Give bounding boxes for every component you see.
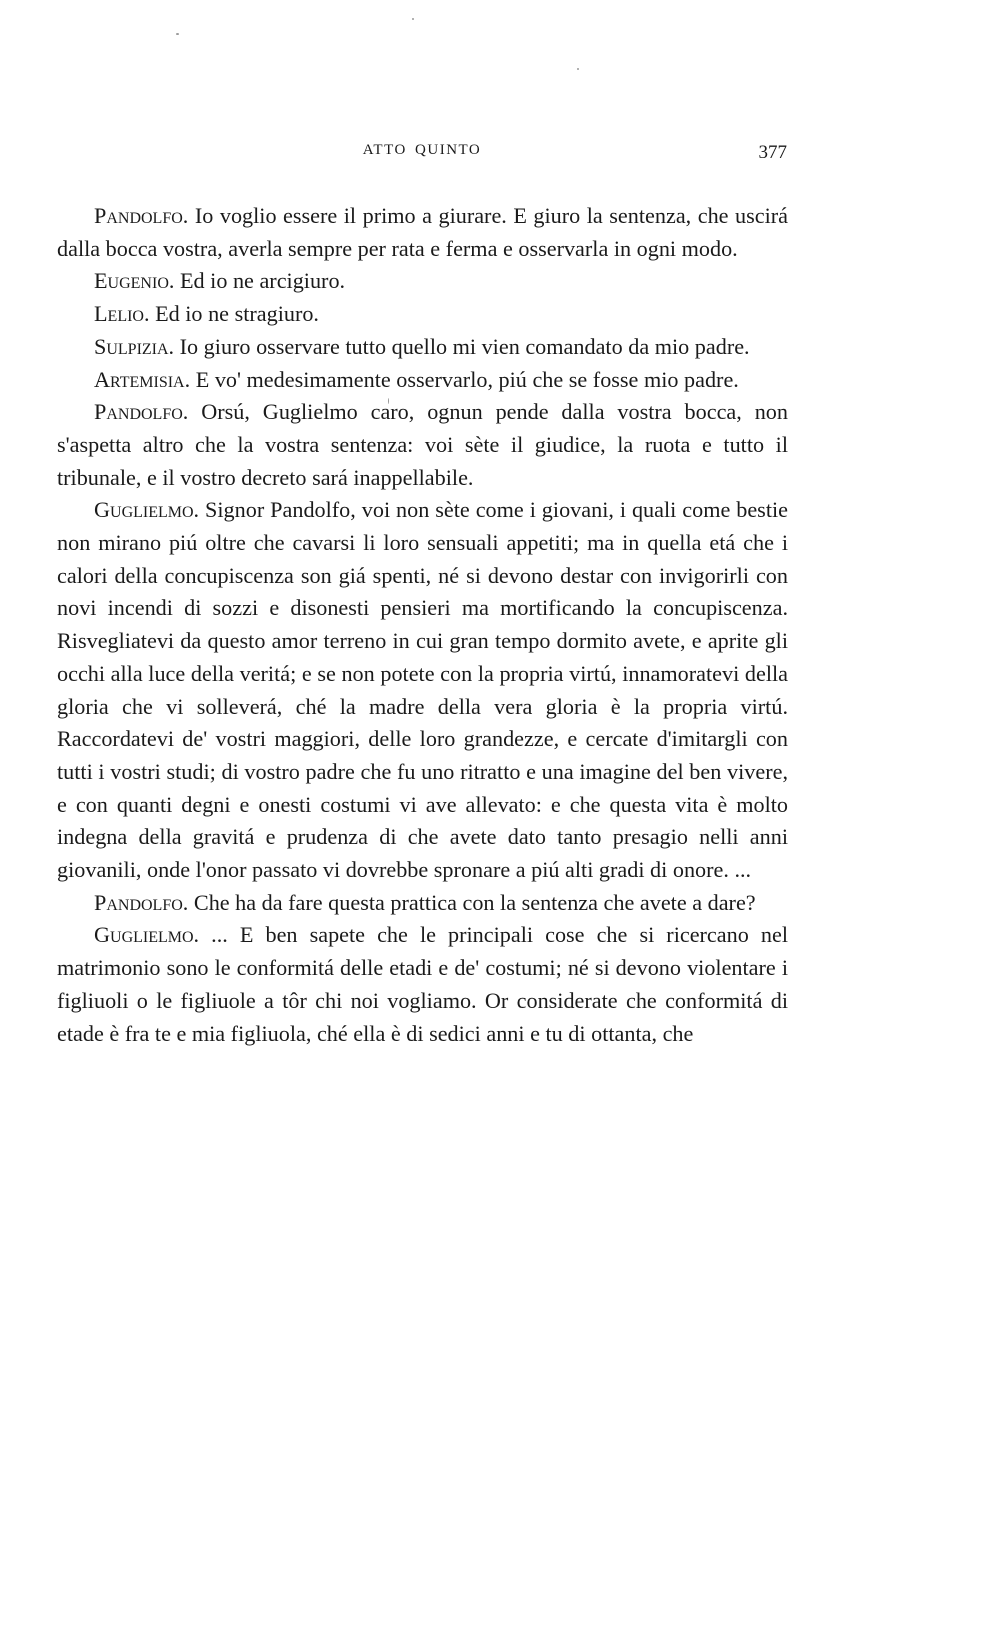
page-header [57, 138, 787, 178]
speaker-name: Pandolfo. [94, 203, 189, 228]
speaker-name: Eugenio. [94, 268, 175, 294]
dialogue-line: Ed io ne arcigiuro. [174, 268, 346, 294]
dialogue-line: ... E ben sapete che le principali cose che si ricercano nel matrimonio sono le conformitá delle etadi e de' costumi; né si devono violentare i figliuoli o le figliuole a tôr chi noi vogliamo. Or considerate che conformitá di etade è fra te e mia figliuola, ché ella è di sedici anni e tu di ottanta, che [57, 922, 788, 1046]
play-text [57, 200, 788, 1050]
dialogue-line: Orsú, Guglielmo caro, ognun pende dalla vostra bocca, non s'aspetta altro che la vostra sentenza: voi sète il giudice, la ruota e tutto il tribunale, e il vostro decreto sará inappellabile. [57, 399, 788, 490]
dialogue-line: Signor Pandolfo, voi non sète come i giovani, i quali come bestie non mirano piú oltre che cavarsi li loro sensuali appetiti; ma in quella etá che i calori della concupiscenza son giá spenti, né si devono destar con invigorirli con novi incendi di sozzi e disonesti pensieri ma mortificando la concupiscenza. Risvegliatevi da questo amor terreno in cui gran tempo dormito avete, e aprite gli occhi alla luce della veritá; e se non potete con la propria virtú, innamoratevi della gloria che vi solleverá, ché la madre della vera gloria è la propria virtú. Raccordatevi de' vostri maggiori, delle loro grandezze, e cercate d'imitargli con tutti i vostri studi; di vostro padre che fu uno ritratto e una imagine del ben vivere, e con quanti degni e onesti costumi vi ave allevato: e che questa vita è molto indegna della gravitá e prudenza di che avete dato tanto presagio nelli anni giovanili, onde l'onor passato vi dovrebbe spronare a piú alti gradi di onore. ... [57, 497, 788, 883]
dialogue-paragraph [57, 494, 788, 886]
speaker-name: Guglielmo. [94, 497, 200, 523]
dialogue-paragraph [57, 331, 788, 364]
dialogue-line: Che ha da fare questa prattica con la sentenza che avete a dare? [188, 889, 756, 915]
dialogue-paragraph [57, 919, 788, 1050]
dialogue-paragraph [57, 265, 788, 298]
page-number: 377 [758, 142, 787, 163]
scan-speck [176, 33, 179, 35]
dialogue-line: E vo' medesimamente osservarlo, piú che se fosse mio padre. [190, 366, 739, 392]
dialogue-line: Ed io ne stragiuro. [149, 301, 319, 327]
speaker-name: Lelio. [94, 301, 150, 327]
dialogue-paragraph [57, 887, 788, 920]
running-title: ATTO QUINTO [362, 142, 482, 158]
dialogue-paragraph [57, 396, 788, 494]
dialogue-paragraph [57, 364, 788, 397]
dialogue-paragraph [57, 298, 788, 331]
dialogue-paragraph [57, 200, 788, 265]
speaker-name: Artemisia. [94, 366, 191, 392]
speaker-name: Pandolfo. [94, 399, 189, 425]
scan-speck [412, 18, 414, 20]
scan-speck [577, 68, 579, 70]
dialogue-line: Io voglio essere il primo a giurare. E giuro la sentenza, che uscirá dalla bocca vostra, averla sempre per rata e ferma e osservarla in ogni modo. [57, 203, 788, 261]
speaker-name: Sulpizia. [94, 333, 175, 359]
dialogue-line: Io giuro osservare tutto quello mi vien comandato da mio padre. [174, 333, 750, 359]
speaker-name: Guglielmo. [94, 922, 200, 948]
speaker-name: Pandolfo. [94, 889, 189, 915]
